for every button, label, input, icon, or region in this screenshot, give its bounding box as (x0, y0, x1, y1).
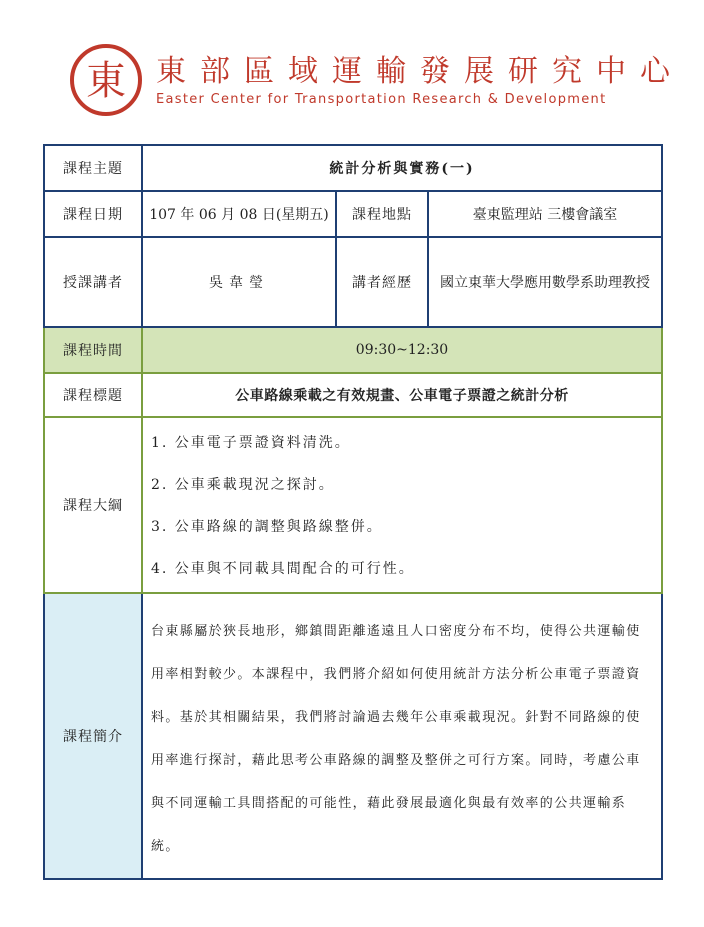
outline-item: 1. 公車電子票證資料清洗。 (151, 435, 351, 451)
header (68, 42, 684, 122)
row-instructor (44, 237, 662, 327)
instructor-label: 授課講者 (44, 237, 142, 327)
title-label: 課程標題 (44, 373, 142, 417)
outline-item: 2. 公車乘載現況之探討。 (151, 477, 335, 493)
row-intro (44, 593, 662, 879)
logo-character: 東 (86, 58, 126, 104)
outline-label: 課程大綱 (44, 417, 142, 593)
outline-item: 3. 公車路線的調整與路線整併。 (151, 519, 383, 535)
location-label: 課程地點 (336, 191, 428, 237)
course-location: 臺東監理站 三樓會議室 (428, 191, 662, 237)
intro-cell (142, 593, 662, 879)
intro-label: 課程簡介 (44, 593, 142, 879)
course-title: 公車路線乘載之有效規畫、公車電子票證之統計分析 (142, 373, 662, 417)
experience-label: 講者經歷 (336, 237, 428, 327)
instructor-experience: 國立東華大學應用數學系助理教授 (428, 237, 662, 327)
center-logo-icon (68, 42, 144, 118)
course-info-table (43, 144, 663, 880)
topic-label: 課程主題 (44, 145, 142, 191)
row-topic (44, 145, 662, 191)
row-date-location (44, 191, 662, 237)
course-intro: 台東縣屬於狹長地形，鄉鎮間距離遙遠且人口密度分布不均，使得公共運輸使用率相對較少。本課程中，我們將介紹如何使用統計方法分析公車電子票證資料。基於其相關結果，我們將討論過去幾年公車乘載現況。針對不同路線的使用率進行探討，藉此思考公車路線的調整及整併之可行方案。同時，考慮公車與不同運輸工具間搭配的可能性，藉此發展最適化與最有效率的公共運輸系統。 (151, 624, 641, 854)
outline-list (143, 418, 661, 592)
outline-cell (142, 417, 662, 593)
row-time (44, 327, 662, 373)
row-outline (44, 417, 662, 593)
row-title (44, 373, 662, 417)
org-name-en: Easter Center for Transportation Research & Development (156, 92, 607, 107)
course-time: 09:30~12:30 (142, 327, 662, 373)
org-name-cn: 東部區域運輸發展研究中心 (156, 54, 684, 89)
date-label: 課程日期 (44, 191, 142, 237)
course-date: 107 年 06 月 08 日(星期五) (142, 191, 336, 237)
course-topic: 統計分析與實務(一) (142, 145, 662, 191)
time-label: 課程時間 (44, 327, 142, 373)
instructor-name: 吳韋瑩 (142, 237, 336, 327)
outline-item: 4. 公車與不同載具間配合的可行性。 (151, 561, 415, 577)
